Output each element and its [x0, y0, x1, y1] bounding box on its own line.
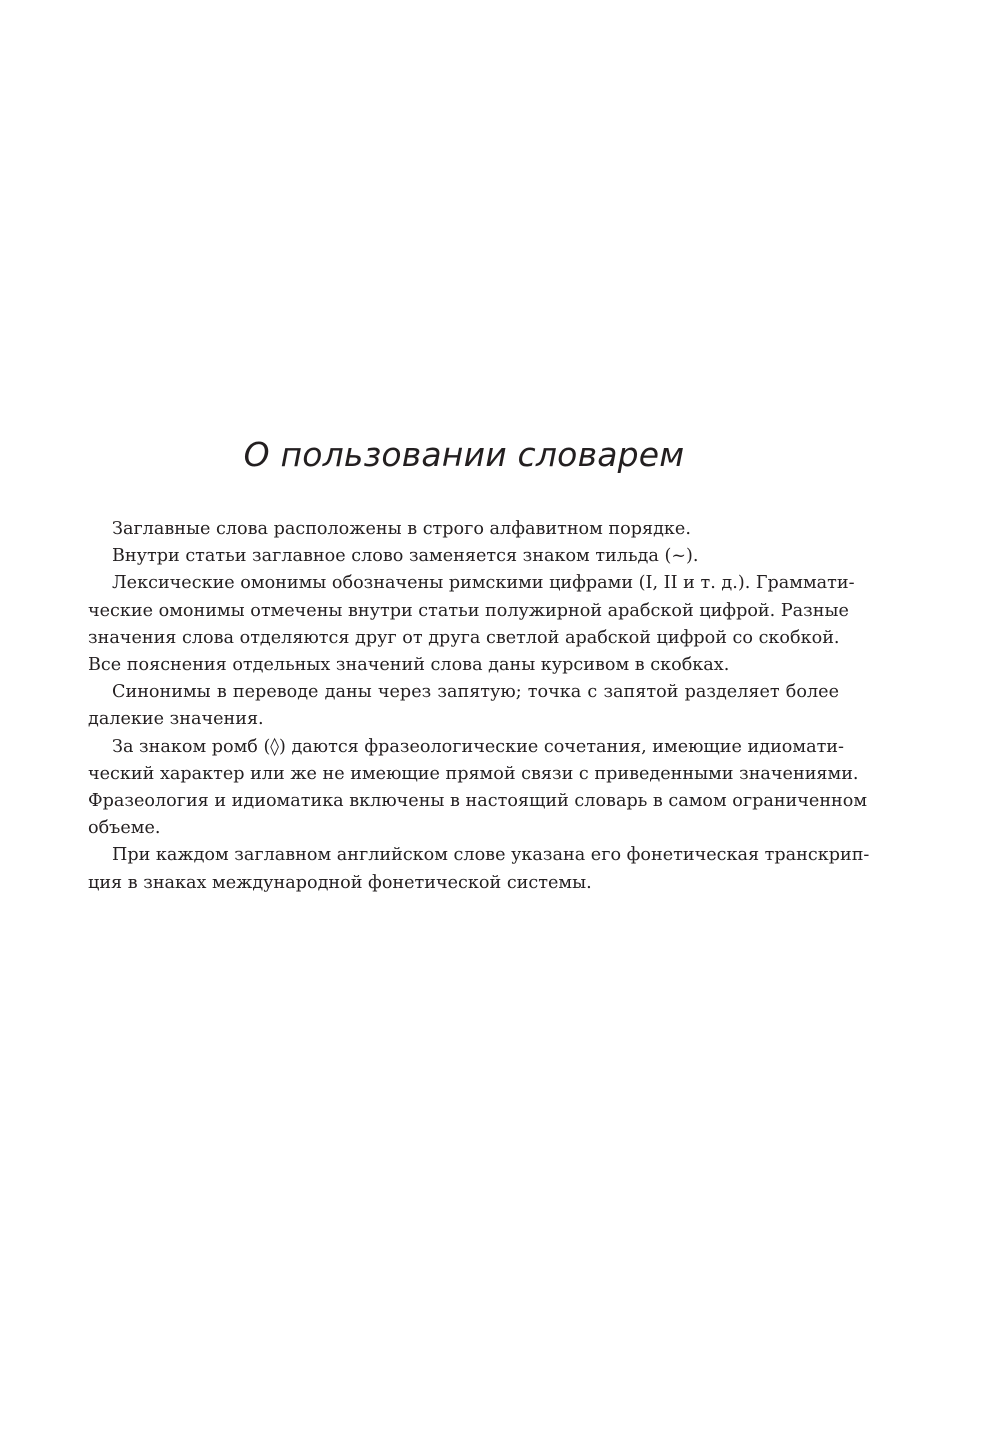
- text-line: Фразеология и идиоматика включены в настоящий словарь в самом ограниченном: [88, 791, 868, 812]
- text-line: ческий характер или же не имеющие прямой связи с приведенными значениями.: [88, 763, 859, 784]
- paragraph-phraseology: [88, 734, 868, 843]
- paragraph-tilde: [88, 543, 839, 570]
- text-line: При каждом заглавном английском слове указана его фонетическая транскрип-: [112, 845, 870, 866]
- text-line: ция в знаках международной фонетической системы.: [88, 872, 592, 893]
- text-line: За знаком ромб (◊) даются фразеологические сочетания, имеющие идиомати-: [112, 736, 844, 757]
- paragraph-alphabetical-order: [88, 516, 839, 543]
- text-line: Заглавные слова расположены в строго алфавитном порядке.: [112, 519, 691, 539]
- text-line: значения слова отделяются друг от друга светлой арабской цифрой со скобкой.: [88, 627, 840, 648]
- paragraph-homonyms: [88, 570, 855, 679]
- paragraph-transcription: [88, 842, 870, 896]
- text-line: Внутри статьи заглавное слово заменяется знаком тильда (~).: [112, 546, 699, 567]
- text-line: объеме.: [88, 818, 161, 839]
- page-title: О пользовании словарем: [243, 435, 685, 474]
- text-line: Синонимы в переводе даны через запятую; точка с запятой разделяет более: [112, 682, 839, 703]
- text-line: далекие значения.: [88, 709, 264, 730]
- body-text: [88, 516, 870, 897]
- paragraph-synonyms: [88, 679, 839, 733]
- text-line: Лексические омонимы обозначены римскими цифрами (I, II и т. д.). Граммати-: [112, 573, 855, 594]
- text-line: ческие омонимы отмечены внутри статьи полужирной арабской цифрой. Разные: [88, 600, 849, 621]
- text-line: Все пояснения отдельных значений слова даны курсивом в скобках.: [88, 655, 730, 676]
